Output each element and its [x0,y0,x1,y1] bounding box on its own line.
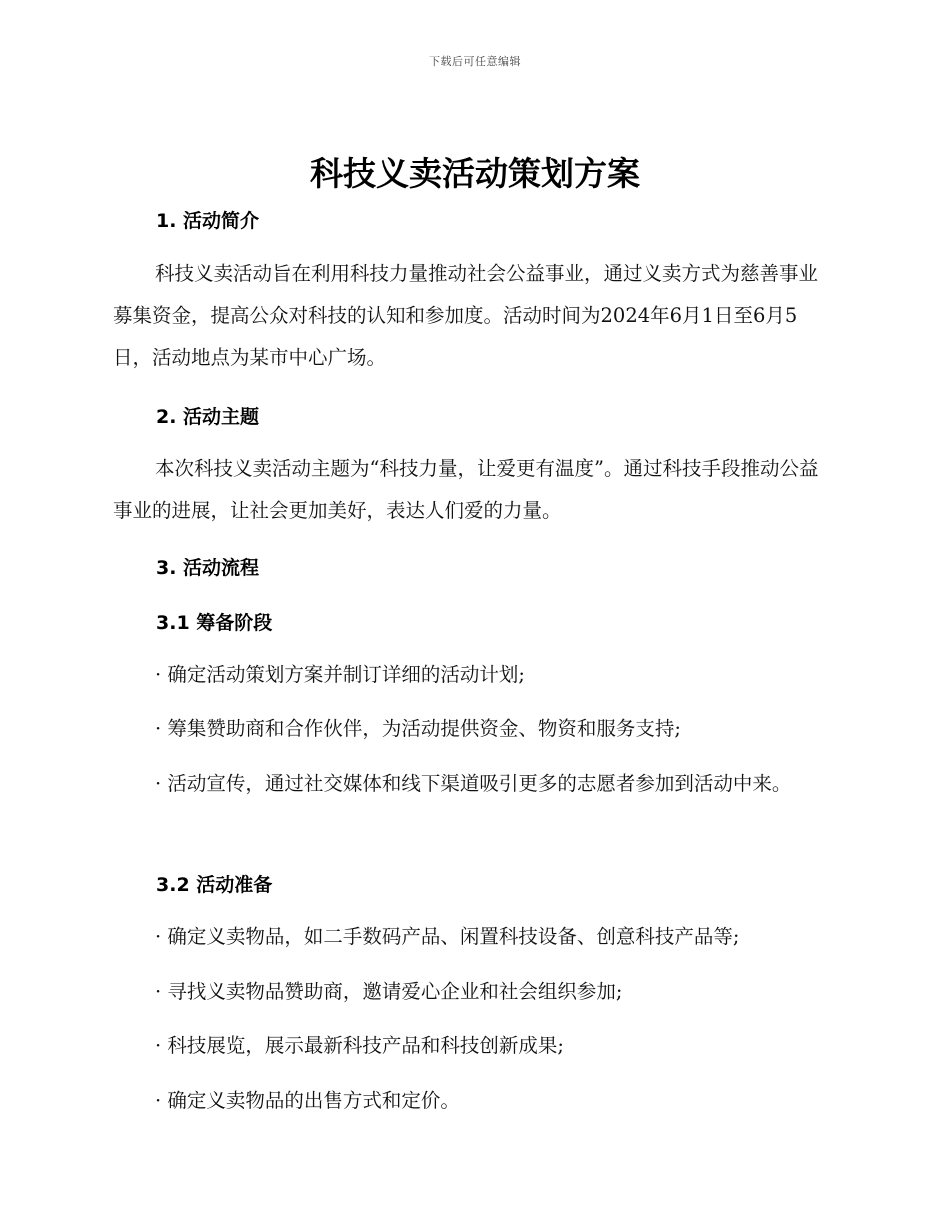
list-item: · 筹集赞助商和合作伙伴，为活动提供资金、物资和服务支持; [155,717,681,740]
list-item: · 确定义卖物品，如二手数码产品、闲置科技设备、创意科技产品等; [155,925,740,948]
document-title: 科技义卖活动策划方案 [310,154,640,193]
section-paragraph-intro: 科技义卖活动旨在利用科技力量推动社会公益事业，通过义卖方式为慈善事业募集资金，提高公众对科技的认知和参加度。活动时间为2024年6月1日至6月5日，活动地点为某市中心广场。 [113,262,819,369]
section-heading-preparation-phase: 3.1 筹备阶段 [156,612,273,634]
section-heading-process: 3. 活动流程 [156,557,260,579]
list-item: · 确定活动策划方案并制订详细的活动计划; [155,663,525,686]
list-item: · 确定义卖物品的出售方式和定价。 [155,1089,460,1112]
list-item: · 科技展览，展示最新科技产品和科技创新成果; [155,1034,564,1057]
section-paragraph-theme: 本次科技义卖活动主题为“科技力量，让爱更有温度”。通过科技手段推动公益事业的进展，让社会更加美好，表达人们爱的力量。 [113,457,819,522]
list-item: · 活动宣传，通过社交媒体和线下渠道吸引更多的志愿者参加到活动中来。 [155,772,792,795]
page-header-note: 下载后可任意编辑 [429,55,521,68]
list-item: · 寻找义卖物品赞助商，邀请爱心企业和社会组织参加; [155,980,623,1003]
section-heading-activity-preparation: 3.2 活动准备 [156,874,273,896]
section-heading-theme: 2. 活动主题 [156,406,260,428]
section-heading-intro: 1. 活动简介 [156,210,260,232]
